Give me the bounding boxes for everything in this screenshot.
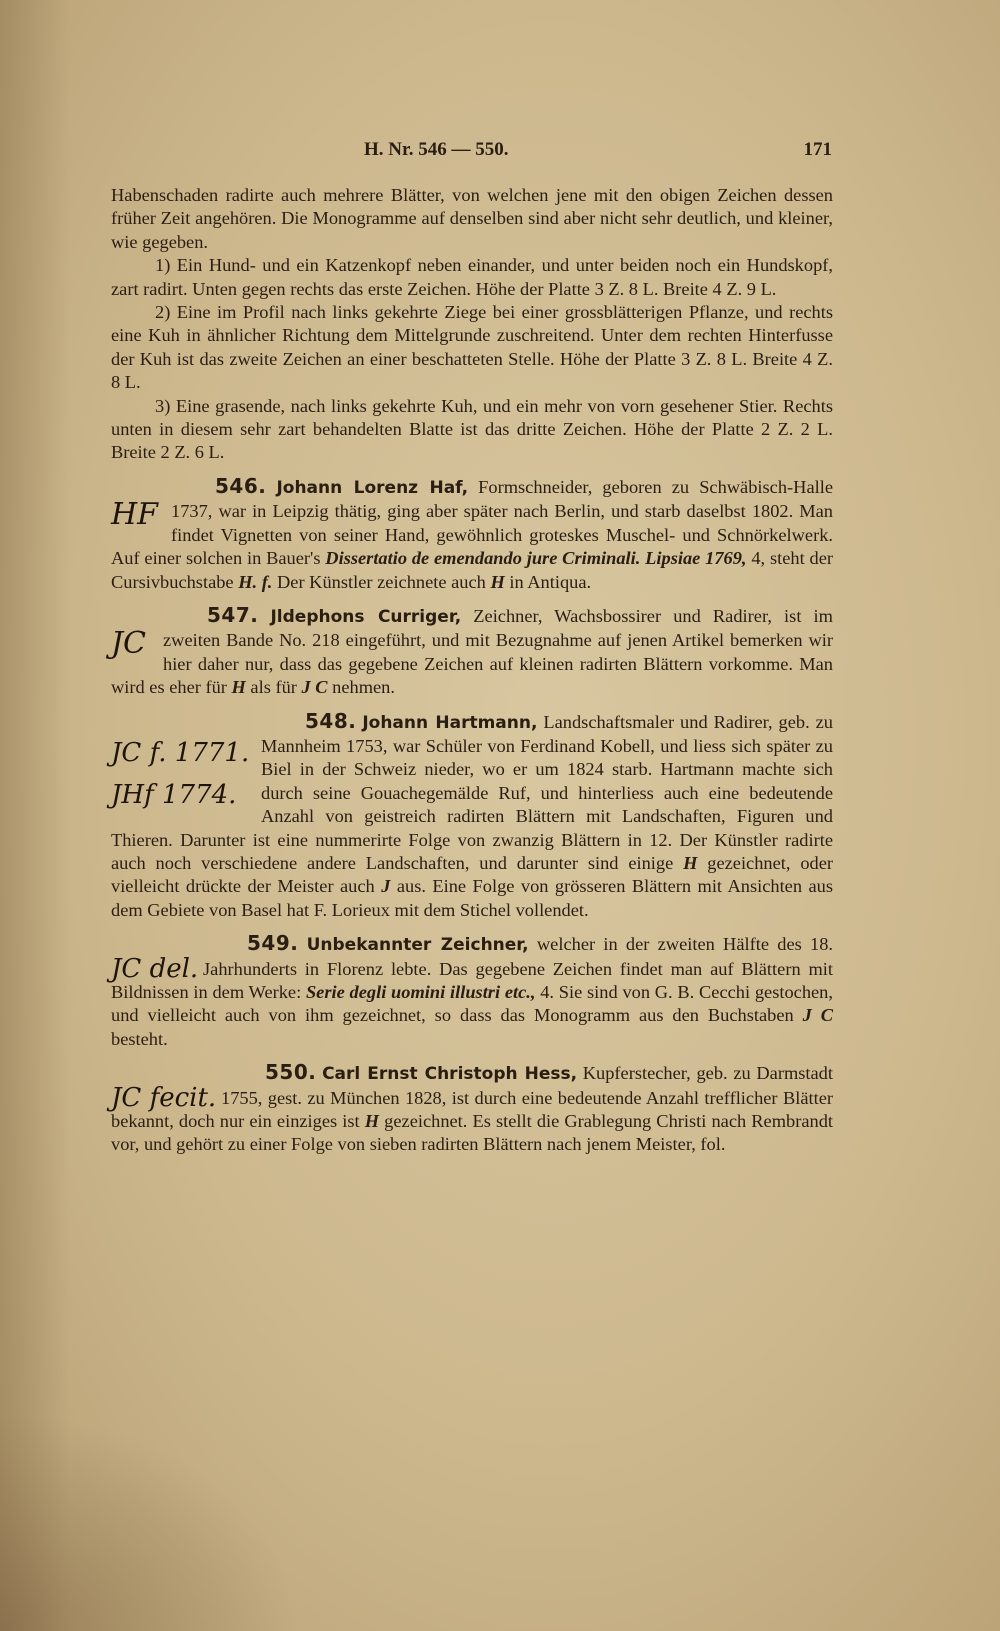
plate-description-1: 1) Ein Hund- und ein Katzenkopf neben einander, und unter beiden noch ein Hundskopf, zart radirt. Unten gegen rechts das erste Zeichen. Höhe der Platte 3 Z. 8 L. Breite 4 Z. 9 L. [111,255,833,299]
entry-number: 547. [207,602,259,627]
plate-description-2: 2) Eine im Profil nach links gekehrte Ziege bei einer grossblätterigen Pflanze, und rechts eine Kuh in ähnlicher Richtung dem Mittelgrunde zuschreitend. Unter dem rechten Hinterfusse der Kuh ist das zweite Zeichen an einer beschatteten Stelle. Höhe der Platte 3 Z. 8 L. Breite 4 Z. 8 L. [111,302,833,393]
running-title: H. Nr. 546 — 550. [364,139,509,160]
entry-italic: H. f. [238,571,273,592]
entry-text: Formschneider, geboren zu Schwäbisch-Halle 1737, war in Leipzig thätig, ging aber später nach Berlin, und starb daselbst 1802. Man findet Vignetten von seiner Hand, gewöhnlich groteskes Muschel- und Schnörkelwerk. Auf einer solchen in Bauer's [111,476,833,569]
entry-number: 550. [265,1060,317,1085]
page-body [111,184,833,1157]
artist-name: Carl Ernst Christoph Hess, [322,1064,578,1085]
entry-text: 4, steht der Cursivbuchstabe [111,548,833,592]
artist-name: Johann Hartmann, [362,712,538,733]
entry-italic: J [381,876,391,897]
monogram-text: JC f. 1771. [111,737,250,768]
monogram-547 [111,626,146,661]
entry-text: Kupferstecher, geb. zu Darmstadt 1755, gest. zu München 1828, ist durch eine bedeutende Anzahl trefflicher Blätter bekannt, doch nur ein einziges ist [111,1063,833,1132]
monogram-548 [111,732,249,816]
entry-italic: H [490,571,505,592]
monogram-text: JC del. [111,954,199,985]
monogram-text: JC [111,625,146,661]
entry-text: als für [245,677,302,698]
artist-name: Unbekannter Zeichner, [306,935,529,956]
paper-stain-bottom [0,1411,300,1631]
monogram-546 [111,497,158,532]
artist-name: Johann Lorenz Haf, [276,477,469,498]
monogram-550 [111,1083,216,1113]
paper-stain-left [0,0,70,1631]
artist-name: Jldephons Curriger, [270,606,462,627]
page-number: 171 [803,139,832,160]
entry-text: Zeichner, Wachsbossirer und Radirer, ist im zweiten Bande No. 218 eingeführt, und mit Bezugnahme auf jenen Artikel bemerken wir hier daher nur, dass das gegebene Zeichen auf kleinen radirten Blättern vorkomme. Man wird es eher für [111,605,833,698]
entry-number: 548. [305,708,357,733]
entry-text: welcher in der zweiten Hälfte des 18. Jahrhunderts in Florenz lebte. Das gegebene Zeichen findet man auf Blättern mit Bildnissen in dem Werke: [111,934,833,1002]
entry-italic: Dissertatio de emendando jure Criminali. Lipsiae 1769, [325,548,747,569]
entry-text: 4. Sie sind von G. B. Cecchi gestochen, und vielleicht auch von ihm gezeichnet, so dass das Monogramm aus den Buchstaben [111,982,833,1026]
monogram-549 [111,954,198,984]
entry-546 [111,475,833,594]
entry-italic: H [683,852,698,873]
entry-number: 546. [215,473,267,498]
entry-549 [111,932,833,1051]
entry-text: Landschaftsmaler und Radirer, geb. zu Mannheim 1753, war Schüler von Ferdinand Kobell, und liess sich später zu Biel in der Schweiz nieder, wo er um 1824 starb. Hartmann machte sich durch seine Gouachegemälde Ruf, und hinterliess auch eine bedeutende Anzahl von geistreich radirten Blättern mit Landschaften, Figuren und Thieren. Darunter ist eine nummerirte Folge von zwanzig Blättern in 12. Der Künstler radirte auch noch verschiedene andere Landschaften, und darunter sind einige [111,711,833,873]
entry-number: 549. [247,931,299,956]
entry-text: Der Künstler zeichnete auch [272,571,491,592]
entry-text: besteht. [111,1028,168,1049]
entry-547 [111,604,833,700]
plate-description-3: 3) Eine grasende, nach links gekehrte Kuh, und ein mehr von vorn gesehener Stier. Rechts unten in diesem sehr zart behandelten Blatte ist das dritte Zeichen. Höhe der Platte 2 Z. 2 L. Breite 2 Z. 6 L. [111,395,833,463]
entry-italic: Serie degli uomini illustri etc., [305,982,536,1002]
entry-text: gezeichnet. Es stellt die Grablegung Christi nach Rembrandt vor, und gehört zu einer Folge von sieben radirten Blättern nach jenem Meister, fol. [111,1111,834,1155]
entry-text: in Antiqua. [504,571,592,592]
monogram-text: JHf 1774. [111,779,237,810]
entry-text: gezeichnet, oder vielleicht drückte der Meister auch [111,852,833,897]
entry-italic: H [231,677,246,698]
entry-text: nehmen. [327,677,395,698]
entry-550 [111,1061,833,1157]
intro-paragraph: Habenschaden radirte auch mehrere Blätter, von welchen jene mit den obigen Zeichen dessen früher Zeit angehören. Die Monogramme auf denselben sind aber nicht sehr deutlich, und kleiner, wie gegeben. [111,185,833,252]
page-header [114,139,832,165]
entry-text: aus. Eine Folge von grösseren Blättern mit Ansichten aus dem Gebiete von Basel hat F. Lorieux mit dem Stichel vollendet. [111,876,833,920]
entry-italic: H [364,1111,380,1132]
entry-italic: J C [301,677,328,698]
monogram-text: JC fecit. [111,1083,217,1114]
entry-italic: J C [802,1005,833,1026]
monogram-text: HF [111,496,158,532]
